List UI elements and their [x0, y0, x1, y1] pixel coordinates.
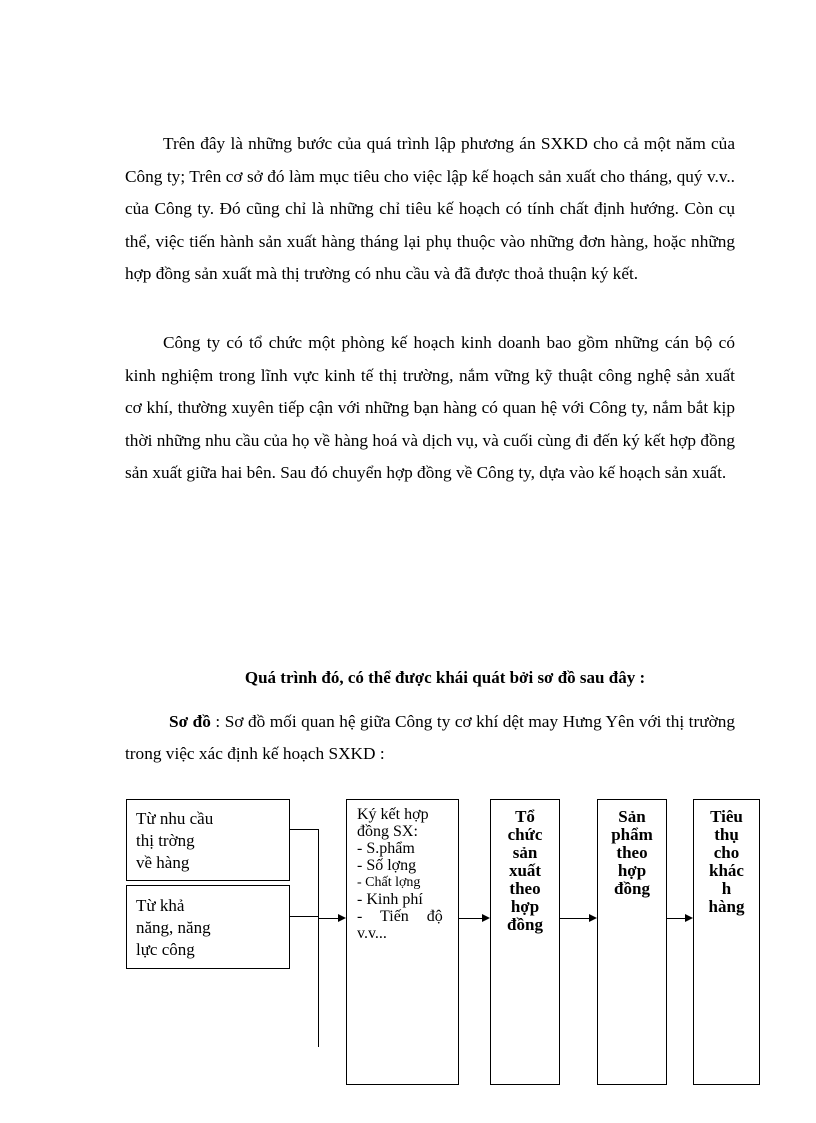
- product-line: theo: [616, 843, 648, 862]
- arrow-line-1: [318, 918, 338, 919]
- paragraph-1: [125, 128, 735, 291]
- source-bottom-line: lực công: [136, 940, 195, 959]
- consumption-line: Tiêu: [710, 807, 743, 826]
- production-line: Tổ: [515, 807, 535, 826]
- consumption-line: h: [721, 879, 732, 898]
- source-top-line: Từ nhu cầu: [136, 809, 214, 828]
- contract-title: đồng SX:: [357, 823, 418, 840]
- contract-item: - S.phẩm: [357, 840, 415, 857]
- arrow-line-4: [667, 918, 685, 919]
- connector-vertical: [318, 829, 319, 1047]
- paragraph-2: [125, 327, 735, 490]
- contract-item: - Kinh phí: [357, 891, 423, 908]
- arrow-head-4-icon: [685, 914, 693, 922]
- arrow-head-2-icon: [482, 914, 490, 922]
- product-box: [597, 799, 667, 1085]
- diagram-heading: Quá trình đó, có thể được khái quát bởi sơ đồ sau đây :: [244, 668, 646, 687]
- arrow-head-1-icon: [338, 914, 346, 922]
- production-line: chức: [507, 825, 543, 844]
- product-line: phẩm: [611, 825, 653, 844]
- contract-title: Ký kết hợp: [357, 806, 429, 823]
- contract-box: [346, 799, 459, 1085]
- production-line: hợp: [510, 897, 540, 916]
- consumption-line: thụ: [714, 825, 739, 844]
- source-box-market-demand: [126, 799, 290, 881]
- contract-item: - Chất lợng: [357, 875, 421, 890]
- arrow-line-3: [560, 918, 589, 919]
- product-line: đồng: [614, 879, 650, 898]
- production-box: [490, 799, 560, 1085]
- source-bottom-line: Từ khả: [136, 896, 185, 915]
- connector-bottom: [290, 916, 318, 917]
- arrow-line-2: [459, 918, 482, 919]
- paragraph-2-text: Công ty có tổ chức một phòng kế hoạch kinh doanh bao gồm những cán bộ có kinh nghiệm trong lĩnh vực kinh tế thị trường, nắm vững kỹ thuật công nghệ sản xuất cơ khí, thường xuyên tiếp cận với những bạn hàng có quan hệ với Công ty, nắm bắt kịp thời những nhu cầu của họ về hàng hoá và dịch vụ, và cuối cùng đi đến ký kết hợp đồng sản xuất giữa hai bên. Sau đó chuyển hợp đồng về Công ty, dựa vào kế hoạch sản xuất.: [125, 333, 735, 483]
- production-line: sản: [512, 843, 538, 862]
- source-bottom-line: năng, năng: [136, 918, 211, 937]
- consumption-line: khác: [709, 861, 744, 880]
- source-top-line: về hàng: [136, 853, 190, 872]
- contract-item: v.v...: [357, 925, 387, 942]
- product-line: Sản: [618, 807, 646, 826]
- connector-top: [290, 829, 318, 830]
- consumption-box: [693, 799, 760, 1085]
- diagram-caption: [125, 706, 735, 770]
- production-line: theo: [509, 879, 541, 898]
- contract-item: - Tiến độ: [357, 908, 443, 925]
- source-top-line: thị trờng: [136, 831, 195, 850]
- caption-label: Sơ đồ: [169, 712, 211, 731]
- contract-item: - Số lợng: [357, 857, 417, 874]
- production-line: xuất: [508, 861, 542, 880]
- consumption-line: cho: [713, 843, 740, 862]
- arrow-head-3-icon: [589, 914, 597, 922]
- production-line: đồng: [507, 915, 543, 934]
- source-box-company-capacity: [126, 885, 290, 969]
- product-line: hợp: [617, 861, 647, 880]
- paragraph-1-text: Trên đây là những bước của quá trình lập phương án SXKD cho cả một năm của Công ty; Trên cơ sở đó làm mục tiêu cho việc lập kế hoạch sản xuất cho tháng, quý v.v.. của Công ty. Đó cũng chỉ là những chỉ tiêu kế hoạch có tính chất định hướng. Còn cụ thể, việc tiến hành sản xuất hàng tháng lại phụ thuộc vào những đơn hàng, hoặc những hợp đồng sản xuất mà thị trường có nhu cầu và đã được thoả thuận ký kết.: [125, 134, 735, 284]
- consumption-line: hàng: [708, 897, 745, 916]
- caption-text: : Sơ đồ mối quan hệ giữa Công ty cơ khí dệt may Hưng Yên với thị trường trong việc xác định kế hoạch SXKD :: [125, 712, 735, 763]
